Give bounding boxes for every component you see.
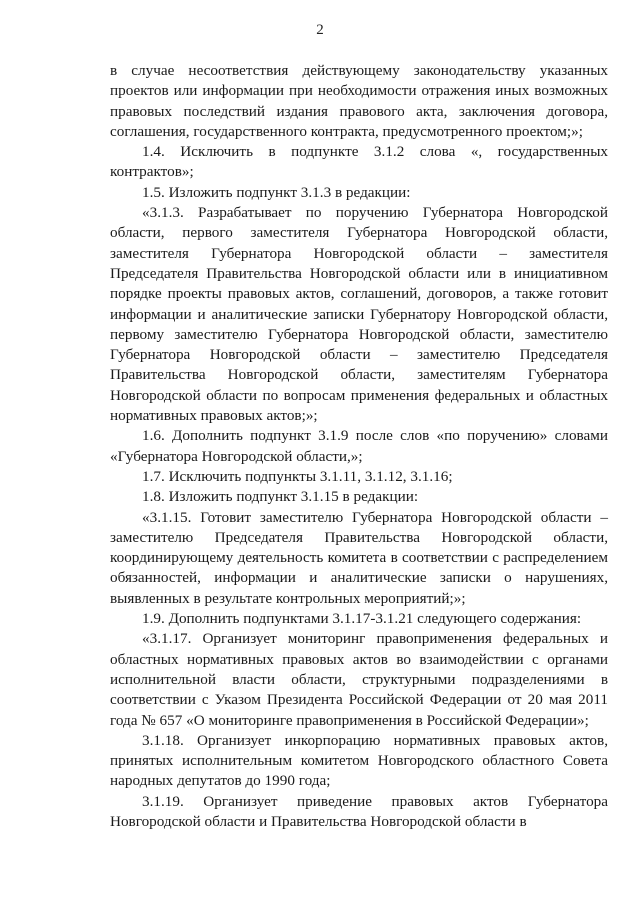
paragraph: в случае несоответствия действующему законодательству указанных проектов или информации при необходимости отражения иных возможных правовых последствий издания правового акта, заключения договора, соглашения, государственного контракта, предусмотренного проектом;»; xyxy=(110,62,608,140)
paragraph: 1.7. Исключить подпункты 3.1.11, 3.1.12, 3.1.16; xyxy=(142,467,453,485)
page-number: 2 xyxy=(316,22,324,38)
paragraph: 1.5. Изложить подпункт 3.1.3 в редакции: xyxy=(142,183,411,201)
paragraph: 3.1.18. Организует инкорпорацию нормативных правовых актов, принятых исполнительным комитетом Новгородского областного Совета народных депутатов до 1990 года; xyxy=(110,731,608,790)
paragraph: 1.9. Дополнить подпунктами 3.1.17-3.1.21 следующего содержания: xyxy=(142,610,582,628)
paragraph: 1.8. Изложить подпункт 3.1.15 в редакции: xyxy=(142,488,419,506)
paragraph: 1.6. Дополнить подпункт 3.1.9 после слов «по поручению» словами «Губернатора Новгородской области,»; xyxy=(110,427,608,465)
paragraph: 1.4. Исключить в подпункте 3.1.2 слова «, государственных контрактов»; xyxy=(110,143,608,181)
document-body xyxy=(110,61,608,832)
paragraph: 3.1.19. Организует приведение правовых актов Губернатора Новгородской области и Правительства Новгородской области в xyxy=(110,792,608,830)
paragraph: «3.1.17. Организует мониторинг правоприменения федеральных и областных нормативных правовых актов во взаимодействии с органами исполнительной власти области, структурными подразделениями в соответствии с Указом Президента Российской Федерации от 20 мая 2011 года № 657 «О мониторинге правоприменения в Российской Федерации»; xyxy=(110,630,608,729)
paragraph: «3.1.3. Разрабатывает по поручению Губернатора Новгородской области, первого заместителя Губернатора Новгородской области, заместителя Губернатора Новгородской области – заместителя Председателя Правительства Новгородской области или в инициативном порядке проекты правовых актов, соглашений, договоров, а также готовит информации и аналитические записки Губернатору Новгородской области, первому заместителю Губернатора Новгородской области, заместителю Губернатора Новгородской области – заместителю Председателя Правительства Новгородской области, заместителям Губернатора Новгородской области по вопросам применения федеральных и областных нормативных правовых актов;»; xyxy=(110,204,608,425)
paragraph: «3.1.15. Готовит заместителю Губернатора Новгородской области – заместителю Председателя Правительства Новгородской области, координирующему деятельность комитета в соответствии с распределением обязанностей, информации и аналитические записки о нарушениях, выявленных в результате контрольных мероприятий;»; xyxy=(110,508,608,607)
